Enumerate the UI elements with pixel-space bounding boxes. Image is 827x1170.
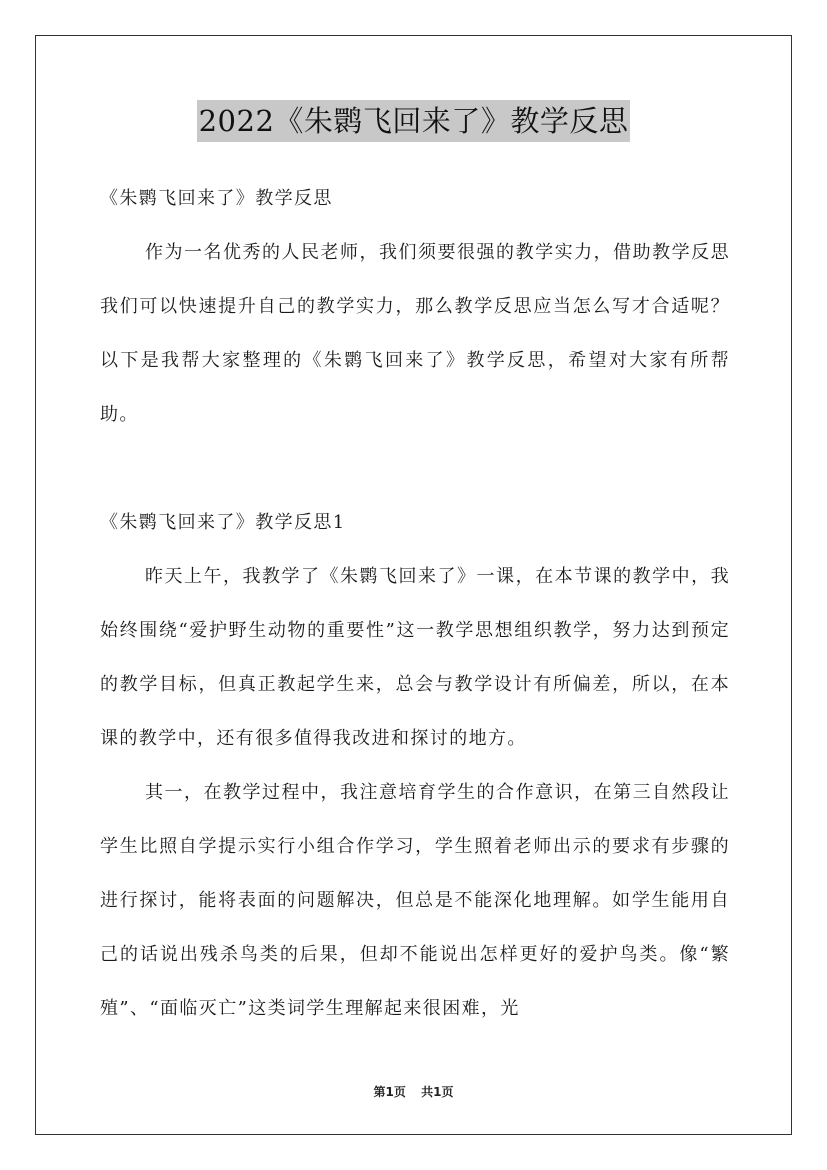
body-paragraph: 昨天上午，我教学了《朱鹮飞回来了》一课，在本节课的教学中，我始终围绕“爱护野生动物的重要性”这一教学思想组织教学，努力达到预定的教学目标，但真正教起学生来，总会与教学设计有所偏差，所以，在本课的教学中，还有很多值得我改进和探讨的地方。	[100, 566, 730, 749]
page-number: 第1页	[373, 1085, 406, 1099]
total-pages: 共1页	[421, 1085, 454, 1099]
document-subtitle: 《朱鹮飞回来了》教学反思	[100, 188, 333, 209]
paragraph-gap	[100, 442, 730, 496]
footer-spacer	[410, 1085, 418, 1099]
intro-paragraph: 作为一名优秀的人民老师，我们须要很强的教学实力，借助教学反思我们可以快速提升自己的教学实力，那么教学反思应当怎么写才合适呢？以下是我帮大家整理的《朱鹮飞回来了》教学反思，希望对大家有所帮助。	[100, 242, 730, 425]
body-paragraph: 其一，在教学过程中，我注意培育学生的合作意识，在第三自然段让学生比照自学提示实行小组合作学习，学生照着老师出示的要求有步骤的进行探讨，能将表面的问题解决，但总是不能深化地理解。如学生能用自己的话说出残杀鸟类的后果，但却不能说出怎样更好的爱护鸟类。像“繁殖”、“面临灭亡”这类词学生理解起来很困难，光	[100, 782, 730, 1019]
section-heading: 《朱鹮飞回来了》教学反思1	[100, 512, 346, 533]
document-title: 2022《朱鹮飞回来了》教学反思	[197, 100, 631, 142]
title-container	[0, 100, 827, 142]
document-body	[100, 172, 730, 1036]
page-footer	[0, 1083, 827, 1100]
